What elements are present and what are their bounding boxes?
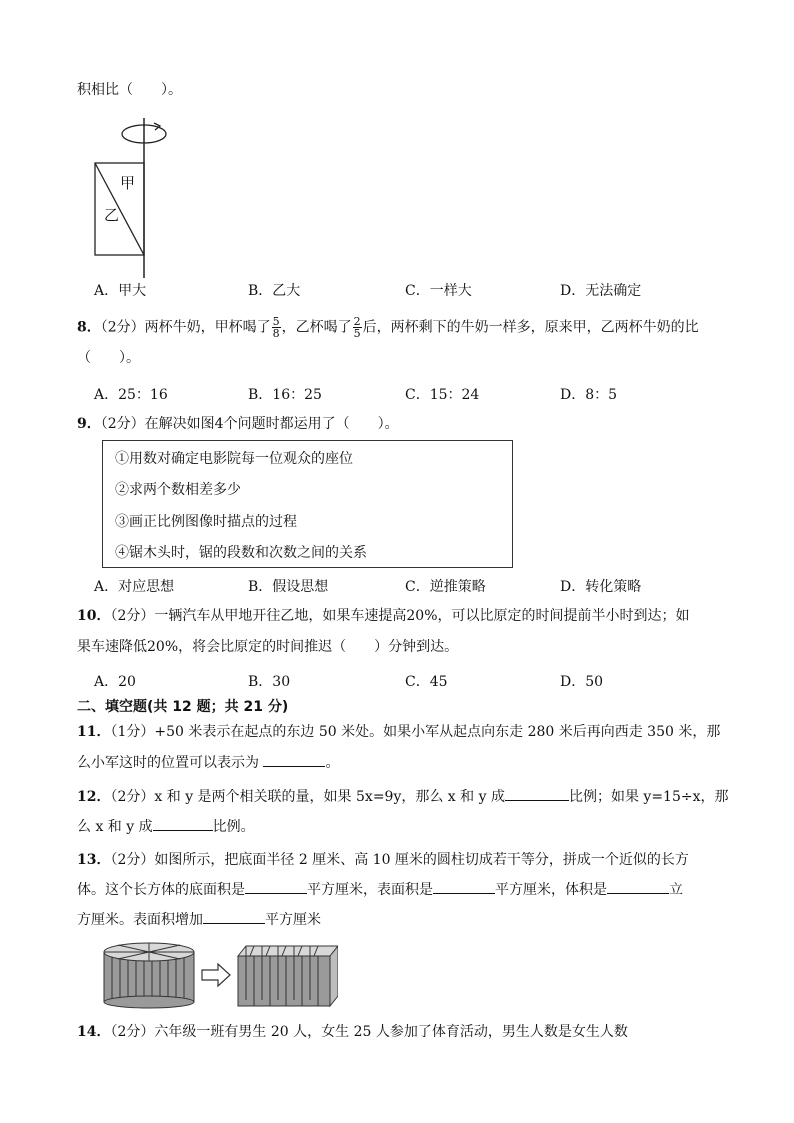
q9-item-4: ④锯木头时，锯的段数和次数之间的关系 [115, 545, 367, 561]
q9-item-2: ②求两个数相差多少 [115, 482, 241, 498]
q13-answer-blank-1[interactable] [245, 879, 307, 894]
q8-option-b[interactable]: B．16：25 [248, 387, 322, 403]
q9-number: 9． [77, 416, 101, 432]
q9-option-a[interactable]: A．对应思想 [94, 579, 175, 595]
rotation-figure [92, 112, 172, 284]
q11-question-line1 [77, 722, 720, 742]
q13-text2: 体。这个长方体的底面积是 [77, 882, 245, 898]
q8-question-line2: （ ）。 [77, 350, 140, 366]
q13-question-line2 [77, 879, 683, 900]
q12-question-line1 [77, 786, 729, 807]
q8-score: （2分） [100, 319, 145, 336]
q8-text3: 后，两杯剩下的牛奶一样多，原来甲，乙两杯牛奶的比 [362, 319, 699, 336]
q9-items-box [102, 440, 513, 568]
q12-score: （2分） [110, 789, 155, 805]
q9-item-3: ③画正比例图像时描点的过程 [115, 514, 297, 530]
q13-number: 13． [77, 852, 111, 868]
q10-question-line1 [77, 606, 690, 626]
q13-question-line1 [77, 850, 689, 870]
q10-option-c[interactable]: C．45 [405, 674, 448, 690]
q9-option-d[interactable]: D．转化策略 [560, 579, 642, 595]
q8-text1: 两杯牛奶，甲杯喝了 [144, 319, 271, 336]
q10-question-line2: 果车速降低20%，将会比原定的时间推迟（ ）分钟到达。 [77, 639, 459, 655]
q12-text4: 比例。 [212, 819, 255, 835]
q7-option-a[interactable]: A．甲大 [94, 283, 147, 299]
q13-question-line3 [77, 909, 321, 930]
q9-option-c[interactable]: C．逆推策略 [405, 579, 486, 595]
q11-text1: +50 米表示在起点的东边 50 米处。如果小军从起点向东走 280 米后再向西走 350 米，那 [154, 724, 721, 740]
q11-score: （1分） [110, 724, 155, 740]
q7-option-b[interactable]: B．乙大 [248, 283, 301, 299]
fraction-2-5: $\frac{2}{5}$ [353, 315, 361, 340]
q7-option-c[interactable]: C．一样大 [405, 283, 472, 299]
q12-answer-blank-2[interactable] [153, 816, 213, 831]
q9-option-b[interactable]: B．假设思想 [248, 579, 329, 595]
q13-score: （2分） [110, 852, 155, 868]
q14-score: （2分） [110, 1024, 155, 1040]
q11-text2: 么小军这时的位置可以表示为 [77, 755, 259, 771]
q11-question-line2 [77, 752, 339, 773]
q13-text4: 平方厘米，体积是 [495, 882, 607, 898]
q13-text5: 立 [669, 882, 683, 898]
q14-question [77, 1022, 628, 1042]
cylinder-to-cuboid-figure [98, 938, 338, 1012]
q7-option-d[interactable]: D．无法确定 [560, 283, 642, 299]
q9-item-1: ①用数对确定电影院每一位观众的座位 [115, 451, 353, 467]
q8-question-line1 [77, 316, 699, 339]
fraction-5-8: $\frac{5}{8}$ [272, 315, 280, 340]
q13-text7: 平方厘米 [265, 912, 321, 928]
q12-text1: x 和 y 是两个相关联的量，如果 5x=9y，那么 x 和 y 成 [154, 789, 505, 805]
q12-text3: 么 x 和 y 成 [77, 819, 153, 835]
q11-number: 11． [77, 724, 111, 740]
q13-text3: 平方厘米，表面积是 [307, 882, 433, 898]
fig-label-yi: 乙 [104, 206, 120, 224]
q10-option-b[interactable]: B．30 [248, 674, 291, 690]
q8-option-d[interactable]: D．8：5 [560, 387, 618, 403]
q13-answer-blank-2[interactable] [433, 879, 495, 894]
q13-answer-blank-4[interactable] [203, 909, 265, 924]
q10-option-d[interactable]: D．50 [560, 674, 604, 690]
q7-question-tail: 积相比（ ）。 [77, 82, 182, 98]
q10-score: （2分） [110, 608, 155, 624]
q10-text1: 一辆汽车从甲地开往乙地，如果车速提高20%，可以比原定的时间提前半小时到达；如 [154, 608, 690, 624]
q12-answer-blank-1[interactable] [505, 786, 569, 801]
section-heading-fill-in: 二、填空题(共 12 题；共 21 分) [77, 699, 289, 715]
q12-number: 12． [77, 789, 111, 805]
fig-label-jia: 甲 [120, 174, 136, 192]
q12-question-line2 [77, 816, 255, 837]
q8-text2: ，乙杯喝了 [281, 319, 352, 336]
q13-answer-blank-3[interactable] [607, 879, 669, 894]
q8-option-a[interactable]: A．25：16 [94, 387, 168, 403]
q8-number: 8． [77, 319, 101, 336]
q14-number: 14． [77, 1024, 111, 1040]
q12-text2: 比例；如果 y=15÷x，那 [568, 789, 729, 805]
q13-text6: 方厘米。表面积增加 [77, 912, 203, 928]
q11-text3: 。 [325, 755, 340, 771]
q13-text1: 如图所示，把底面半径 2 厘米、高 10 厘米的圆柱切成若干等分，拼成一个近似的长方 [154, 852, 689, 868]
q9-question [77, 414, 399, 434]
q9-score: （2分） [100, 416, 145, 432]
q9-text: 在解决如图4个问题时都运用了（ ）。 [144, 416, 399, 432]
q10-option-a[interactable]: A．20 [94, 674, 136, 690]
q14-text: 六年级一班有男生 20 人，女生 25 人参加了体育活动，男生人数是女生人数 [154, 1024, 628, 1040]
q8-option-c[interactable]: C．15：24 [405, 387, 480, 403]
q11-answer-blank[interactable] [263, 752, 325, 767]
q10-number: 10． [77, 608, 111, 624]
